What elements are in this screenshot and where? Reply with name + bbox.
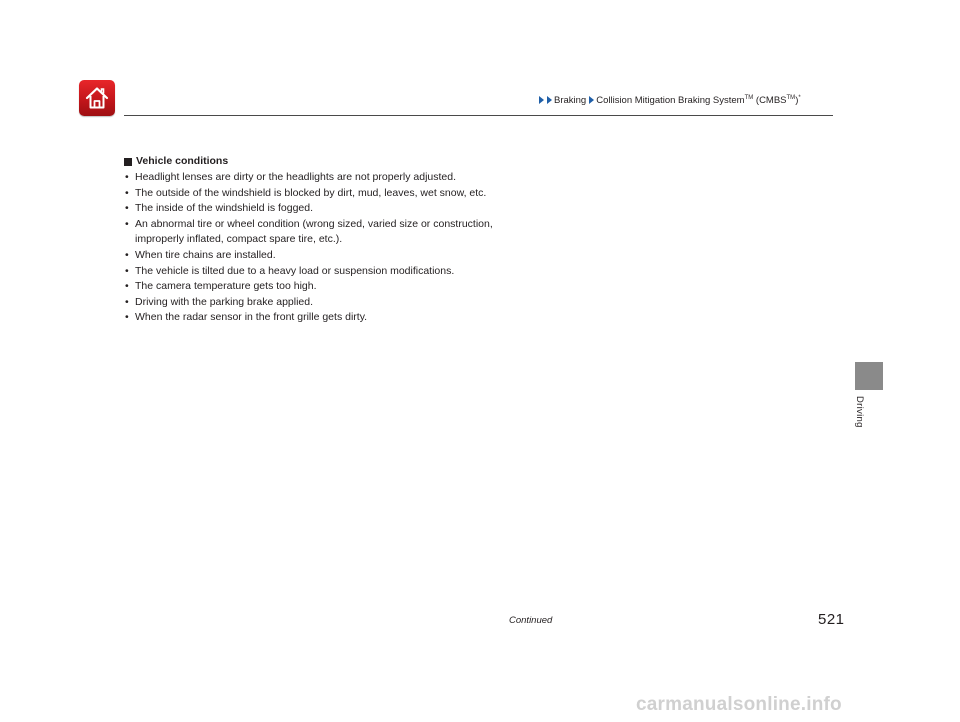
list-item-text: improperly inflated, compact spare tire, etc.). — [135, 233, 343, 246]
list-item — [124, 217, 724, 233]
list-item-text: When tire chains are installed. — [135, 248, 276, 261]
list-item-text: When the radar sensor in the front grille gets dirty. — [135, 311, 368, 324]
bullet-icon: • — [125, 248, 129, 261]
header-divider — [124, 115, 833, 116]
bullet-icon: • — [125, 311, 129, 324]
condition-list — [124, 170, 724, 326]
continued-label: Continued — [509, 615, 553, 626]
bullet-icon: • — [125, 217, 129, 230]
bullet-icon: • — [125, 171, 129, 183]
page-number: 521 — [818, 611, 845, 628]
triangle-right-icon — [538, 95, 545, 105]
list-item-text: The vehicle is tilted due to a heavy load or suspension modifications. — [135, 264, 455, 277]
bullet-icon: • — [125, 295, 129, 308]
breadcrumb — [538, 93, 801, 107]
list-item — [124, 186, 724, 202]
section-heading — [124, 154, 724, 169]
watermark: carmanualsonline.info — [636, 694, 842, 715]
list-item-text: Driving with the parking brake applied. — [135, 295, 314, 308]
bullet-icon: • — [125, 202, 129, 215]
bullet-icon: • — [125, 280, 129, 293]
list-item-text: The inside of the windshield is fogged. — [135, 202, 314, 215]
list-item — [124, 248, 724, 264]
list-item — [124, 264, 724, 280]
trademark-mark: TM — [744, 94, 754, 101]
list-item — [124, 279, 724, 295]
list-item-text: The outside of the windshield is blocked by dirt, mud, leaves, wet snow, etc. — [135, 186, 487, 199]
bullet-icon: • — [125, 186, 129, 199]
breadcrumb-cmbs-abbrev: (CMBS — [753, 94, 787, 106]
list-item-text: Headlight lenses are dirty or the headlights are not properly adjusted. — [135, 171, 457, 183]
triangle-right-icon — [588, 95, 595, 105]
list-item-text: An abnormal tire or wheel condition (wrong sized, varied size or construction, — [135, 217, 493, 230]
bullet-icon: • — [125, 264, 129, 277]
asterisk-mark: * — [798, 94, 801, 101]
main-content — [124, 154, 724, 326]
breadcrumb-paren-close: ) — [795, 94, 799, 106]
list-item — [124, 295, 724, 311]
breadcrumb-braking[interactable]: Braking — [554, 94, 587, 106]
triangle-right-icon — [546, 95, 553, 105]
chapter-tab[interactable] — [855, 362, 883, 390]
square-bullet-icon — [124, 158, 132, 166]
list-item — [124, 201, 724, 217]
trademark-mark: TM — [786, 94, 796, 101]
section-heading-text: Vehicle conditions — [136, 155, 229, 167]
list-item-continuation — [124, 232, 724, 248]
list-item — [124, 170, 724, 186]
home-icon — [84, 85, 110, 111]
list-item-text: The camera temperature gets too high. — [135, 280, 317, 293]
list-item — [124, 310, 724, 326]
home-button[interactable] — [79, 80, 115, 116]
breadcrumb-cmbs-label: Collision Mitigation Braking System — [596, 94, 745, 106]
chapter-tab-label: Driving — [854, 396, 865, 428]
breadcrumb-cmbs[interactable] — [596, 95, 800, 106]
